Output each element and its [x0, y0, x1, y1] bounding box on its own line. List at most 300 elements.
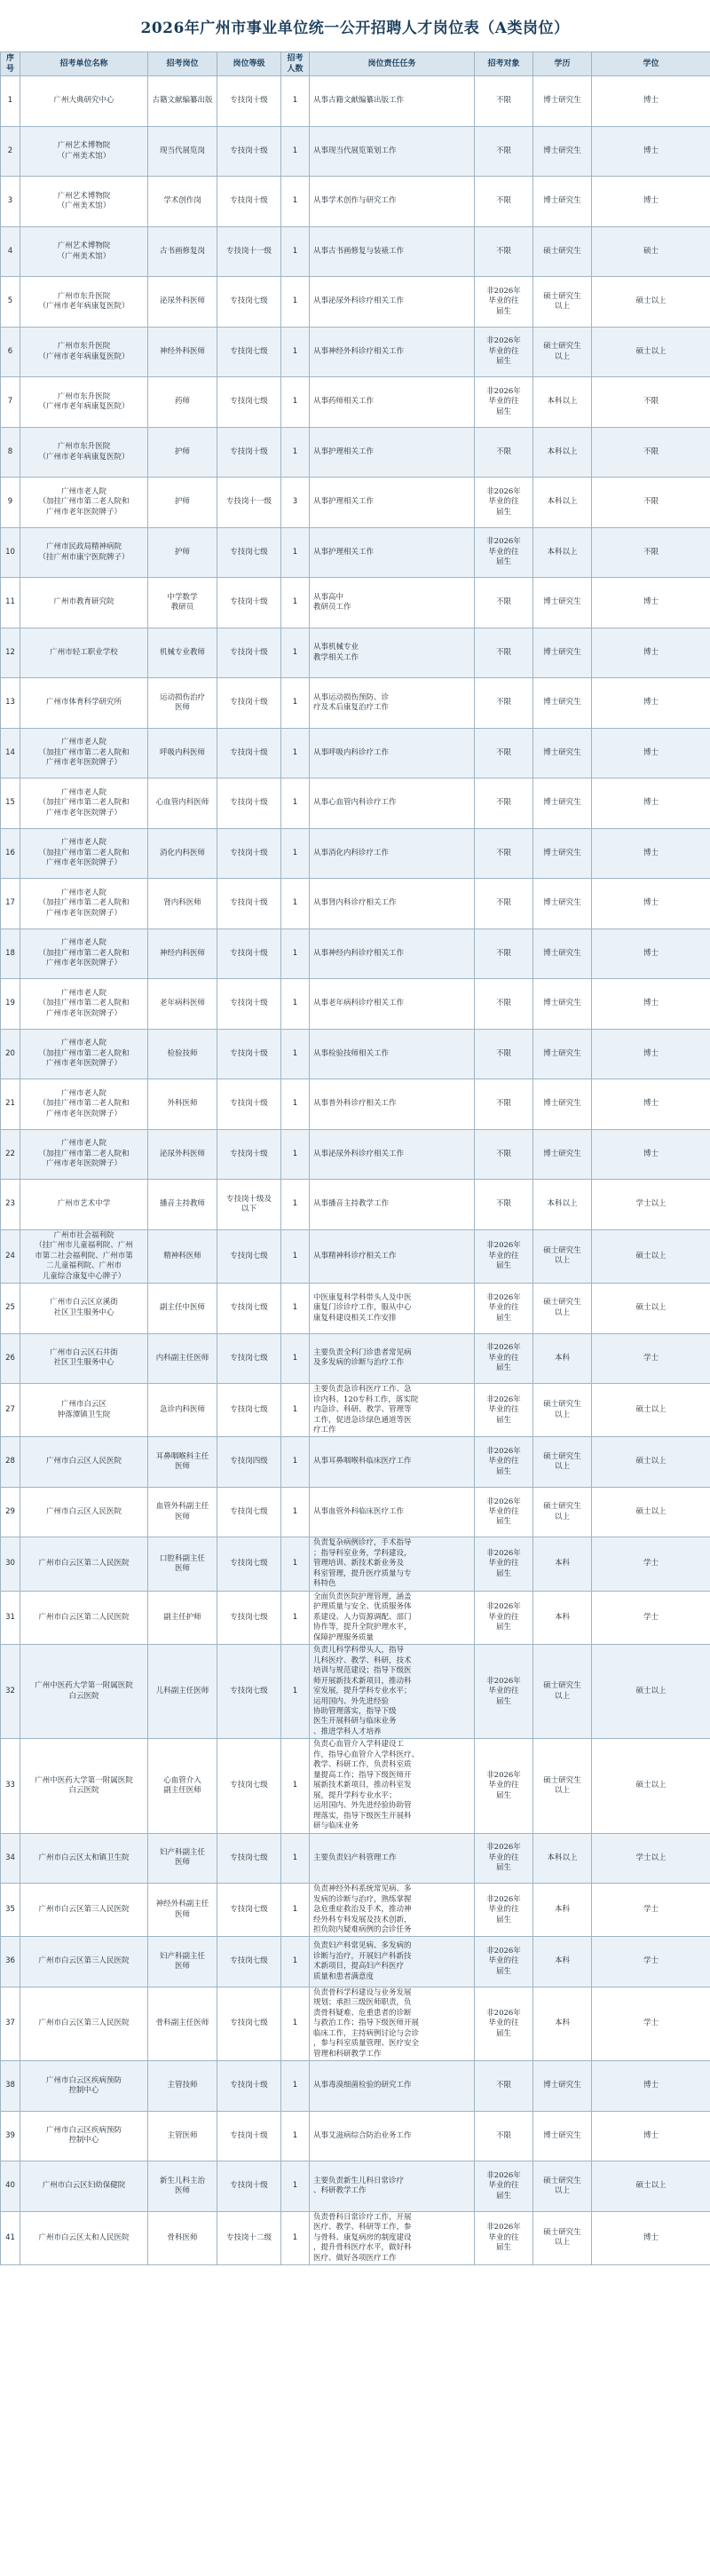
education-req-cell: 硕士研究生 以上 — [533, 1437, 592, 1488]
degree-req-cell: 学士 — [592, 1884, 710, 1937]
degree-req-cell: 学士 — [592, 1937, 710, 1987]
table-row — [1, 478, 710, 528]
applicant-target-cell: 非2026年 毕业的往 届生 — [475, 1739, 533, 1833]
applicant-target-cell: 不限 — [475, 828, 533, 879]
post-level-cell: 专技岗七级 — [217, 1937, 281, 1987]
degree-req-cell: 硕士以上 — [592, 1739, 710, 1833]
row-number-cell: 2 — [1, 126, 20, 177]
degree-req-cell: 博士 — [592, 1079, 710, 1130]
degree-req-cell: 学士 — [592, 1537, 710, 1591]
table-row — [1, 1645, 710, 1739]
post-level-cell: 专技岗七级 — [217, 1739, 281, 1833]
education-req-cell: 本科以上 — [533, 1833, 592, 1884]
hire-count-cell: 1 — [281, 1884, 310, 1937]
applicant-target-cell: 非2026年 毕业的往 届生 — [475, 1437, 533, 1488]
post-name-cell: 耳鼻咽喉科主任 医师 — [148, 1437, 217, 1488]
row-number-cell: 10 — [1, 527, 20, 578]
post-level-cell: 专技岗七级 — [217, 1987, 281, 2060]
row-number-cell: 19 — [1, 979, 20, 1030]
table-row — [1, 979, 710, 1030]
hire-count-cell: 1 — [281, 1739, 310, 1833]
hire-count-cell: 1 — [281, 1437, 310, 1488]
post-name-cell: 心血管内科医师 — [148, 778, 217, 829]
hire-count-cell: 1 — [281, 828, 310, 879]
post-level-cell: 专技岗十级 — [217, 1079, 281, 1130]
post-name-cell: 老年病科医师 — [148, 979, 217, 1030]
education-req-cell: 博士研究生 — [533, 76, 592, 127]
unit-name-cell: 广州市老人院 （加挂广州市第二老人院和 广州市老年医院牌子） — [20, 928, 148, 979]
applicant-target-cell: 非2026年 毕业的往 届生 — [475, 327, 533, 377]
table-row — [1, 1884, 710, 1937]
job-duty-cell: 从事精神科诊疗相关工作 — [310, 1229, 475, 1283]
job-duty-cell: 从事消化内科诊疗工作 — [310, 828, 475, 879]
table-row — [1, 1591, 710, 1644]
applicant-target-cell: 非2026年 毕业的往 届生 — [475, 1591, 533, 1644]
education-req-cell: 本科以上 — [533, 427, 592, 478]
applicant-target-cell: 非2026年 毕业的往 届生 — [475, 527, 533, 578]
degree-req-cell: 学士 — [592, 1987, 710, 2060]
row-number-cell: 5 — [1, 277, 20, 328]
col-header-no: 序号 — [1, 52, 20, 76]
job-duty-cell: 从事检验技师相关工作 — [310, 1029, 475, 1079]
row-number-cell: 36 — [1, 1937, 20, 1987]
education-req-cell: 硕士研究生 以上 — [533, 327, 592, 377]
education-req-cell: 博士研究生 — [533, 678, 592, 729]
education-req-cell: 硕士研究生 以上 — [533, 277, 592, 328]
unit-name-cell: 广州市白云区第二人民医院 — [20, 1591, 148, 1644]
table-row — [1, 578, 710, 628]
degree-req-cell: 不限 — [592, 478, 710, 528]
post-name-cell: 急诊内科医师 — [148, 1384, 217, 1437]
hire-count-cell: 1 — [281, 778, 310, 829]
row-number-cell: 1 — [1, 76, 20, 127]
post-name-cell: 主管技师 — [148, 2061, 217, 2112]
job-duty-cell: 全面负责医院护理管理，涵盖 护理质量与安全、优质服务体 系建设、人力资源调配、部门 协作等，提升全院护理水平， 保障护理服务质量 — [310, 1591, 475, 1644]
post-level-cell: 专技岗十级 — [217, 678, 281, 729]
post-name-cell: 古书画修复岗 — [148, 226, 217, 277]
table-row — [1, 1384, 710, 1437]
job-duty-cell: 从事神经外科诊疗相关工作 — [310, 327, 475, 377]
row-number-cell: 18 — [1, 928, 20, 979]
degree-req-cell: 硕士以上 — [592, 1229, 710, 1283]
degree-req-cell: 学士以上 — [592, 1180, 710, 1230]
job-duty-cell: 从事泌尿外科诊疗相关工作 — [310, 1129, 475, 1180]
row-number-cell: 38 — [1, 2061, 20, 2112]
table-row — [1, 928, 710, 979]
degree-req-cell: 博士 — [592, 2111, 710, 2161]
degree-req-cell: 不限 — [592, 427, 710, 478]
post-name-cell: 主管医师 — [148, 2111, 217, 2161]
table-row — [1, 527, 710, 578]
post-level-cell: 专技岗十级 — [217, 2111, 281, 2161]
applicant-target-cell: 不限 — [475, 1079, 533, 1130]
education-req-cell: 本科 — [533, 1333, 592, 1384]
education-req-cell: 本科 — [533, 1884, 592, 1937]
job-duty-cell: 从事神经内科诊疗相关工作 — [310, 928, 475, 979]
post-name-cell: 神经内科医师 — [148, 928, 217, 979]
table-row — [1, 2061, 710, 2112]
applicant-target-cell: 不限 — [475, 979, 533, 1030]
post-name-cell: 消化内科医师 — [148, 828, 217, 879]
post-name-cell: 口腔科副主任 医师 — [148, 1537, 217, 1591]
post-level-cell: 专技岗十级 — [217, 728, 281, 778]
education-req-cell: 本科以上 — [533, 377, 592, 428]
table-row — [1, 1537, 710, 1591]
post-level-cell: 专技岗十级 — [217, 1129, 281, 1180]
unit-name-cell: 广州市老人院 （加挂广州市第二老人院和 广州市老年医院牌子） — [20, 778, 148, 829]
unit-name-cell: 广州艺术博物院 （广州美术馆） — [20, 226, 148, 277]
post-name-cell: 呼吸内科医师 — [148, 728, 217, 778]
post-level-cell: 专技岗十级 — [217, 427, 281, 478]
unit-name-cell: 广州市民政局精神病院 （挂广州市康宁医院牌子） — [20, 527, 148, 578]
hire-count-cell: 1 — [281, 377, 310, 428]
post-level-cell: 专技岗七级 — [217, 1591, 281, 1644]
job-duty-cell: 负责妇产科常见病、多发病的 诊断与治疗，开展妇产科新技 术新项目，提高妇产科医疗 质量和患者满意度 — [310, 1937, 475, 1987]
row-number-cell: 9 — [1, 478, 20, 528]
applicant-target-cell: 非2026年 毕业的往 届生 — [475, 1229, 533, 1283]
post-name-cell: 护师 — [148, 427, 217, 478]
education-req-cell: 博士研究生 — [533, 2061, 592, 2112]
post-level-cell: 专技岗七级 — [217, 1487, 281, 1537]
page-title: 2026年广州市事业单位统一公开招聘人才岗位表（A类岗位） — [140, 19, 570, 37]
post-level-cell: 专技岗十级 — [217, 928, 281, 979]
education-req-cell: 博士研究生 — [533, 879, 592, 929]
table-row — [1, 1937, 710, 1987]
unit-name-cell: 广州市东升医院 （广州市老年病康复医院） — [20, 377, 148, 428]
applicant-target-cell: 非2026年 毕业的往 届生 — [475, 1384, 533, 1437]
table-row — [1, 377, 710, 428]
post-level-cell: 专技岗七级 — [217, 1884, 281, 1937]
degree-req-cell: 博士 — [592, 728, 710, 778]
post-level-cell: 专技岗十级 — [217, 979, 281, 1030]
hire-count-cell: 1 — [281, 76, 310, 127]
education-req-cell: 博士研究生 — [533, 1029, 592, 1079]
unit-name-cell: 广州市老人院 （加挂广州市第二老人院和 广州市老年医院牌子） — [20, 478, 148, 528]
unit-name-cell: 广州市白云区第三人民医院 — [20, 1987, 148, 2060]
job-duty-cell: 从事耳鼻咽喉科临床医疗工作 — [310, 1437, 475, 1488]
education-req-cell: 博士研究生 — [533, 1079, 592, 1130]
table-row — [1, 126, 710, 177]
degree-req-cell: 博士 — [592, 126, 710, 177]
unit-name-cell: 广州市白云区疾病预防 控制中心 — [20, 2111, 148, 2161]
degree-req-cell: 博士 — [592, 578, 710, 628]
table-row — [1, 678, 710, 729]
post-level-cell: 专技岗十级 — [217, 2061, 281, 2112]
job-duty-cell: 从事泌尿外科诊疗相关工作 — [310, 277, 475, 328]
post-name-cell: 学术创作岗 — [148, 177, 217, 227]
job-duty-cell: 从事普外科诊疗相关工作 — [310, 1079, 475, 1130]
job-duty-cell: 负责儿科学科带头人，指导 儿科医疗、教学、科研，技术 培训与规范建设；指导下级医 师开展新技术新项目，推动科 室发展，提升学科专业水平； 运用国内、外先进经验 协助管理落实，指导下级 医生开展科研与临床业务 、推进学科人才培养 — [310, 1645, 475, 1739]
applicant-target-cell: 不限 — [475, 728, 533, 778]
hire-count-cell: 1 — [281, 1537, 310, 1591]
degree-req-cell: 博士 — [592, 928, 710, 979]
unit-name-cell: 广州市轻工职业学校 — [20, 628, 148, 678]
row-number-cell: 26 — [1, 1333, 20, 1384]
job-duty-cell: 负责心血管介入学科建设工 作，指导心血管介入学科医疗、 教学、科研工作，负责科室质 量提高工作；指导下级医师开 展新技术新项目，推动科室发 展，提升学科专业水平； 运用国内、外先进经验协助管 理落实，指导下级医生开展科 研与临床业务 — [310, 1739, 475, 1833]
post-level-cell: 专技岗四级 — [217, 1437, 281, 1488]
education-req-cell: 本科以上 — [533, 478, 592, 528]
row-number-cell: 31 — [1, 1591, 20, 1644]
positions-table — [0, 51, 710, 2265]
applicant-target-cell: 非2026年 毕业的往 届生 — [475, 277, 533, 328]
table-row — [1, 1079, 710, 1130]
unit-name-cell: 广州中医药大学第一附属医院 白云医院 — [20, 1645, 148, 1739]
hire-count-cell: 1 — [281, 226, 310, 277]
hire-count-cell: 3 — [281, 478, 310, 528]
table-row — [1, 427, 710, 478]
degree-req-cell: 博士 — [592, 979, 710, 1030]
degree-req-cell: 硕士 — [592, 226, 710, 277]
post-level-cell: 专技岗十级及 以下 — [217, 1180, 281, 1230]
col-header-unit: 招考单位名称 — [20, 52, 148, 76]
post-name-cell: 外科医师 — [148, 1079, 217, 1130]
post-level-cell: 专技岗七级 — [217, 1229, 281, 1283]
hire-count-cell: 1 — [281, 1079, 310, 1130]
post-name-cell: 神经外科医师 — [148, 327, 217, 377]
degree-req-cell: 博士 — [592, 828, 710, 879]
post-name-cell: 播音主持教师 — [148, 1180, 217, 1230]
job-duty-cell: 负责复杂病例诊疗，手术指导 ；指导科室业务，学科建设， 管理培训、新技术新业务及 科室管理，提升医疗质量与专 科特色 — [310, 1537, 475, 1591]
table-row — [1, 1437, 710, 1488]
job-duty-cell: 从事护理相关工作 — [310, 527, 475, 578]
post-name-cell: 神经外科副主任 医师 — [148, 1884, 217, 1937]
post-name-cell: 新生儿科主治 医师 — [148, 2161, 217, 2212]
row-number-cell: 24 — [1, 1229, 20, 1283]
degree-req-cell: 博士 — [592, 1029, 710, 1079]
job-duty-cell: 中医康复科学科带头人及中医 康复门诊诊疗工作，服从中心 康复科建设相关工作安排 — [310, 1284, 475, 1334]
applicant-target-cell: 不限 — [475, 678, 533, 729]
post-name-cell: 泌尿外科医师 — [148, 1129, 217, 1180]
unit-name-cell: 广州市老人院 （加挂广州市第二老人院和 广州市老年医院牌子） — [20, 979, 148, 1030]
row-number-cell: 28 — [1, 1437, 20, 1488]
unit-name-cell: 广州市教育研究院 — [20, 578, 148, 628]
applicant-target-cell: 非2026年 毕业的往 届生 — [475, 1333, 533, 1384]
row-number-cell: 8 — [1, 427, 20, 478]
hire-count-cell: 1 — [281, 2211, 310, 2264]
row-number-cell: 35 — [1, 1884, 20, 1937]
row-number-cell: 11 — [1, 578, 20, 628]
education-req-cell: 本科 — [533, 1537, 592, 1591]
post-level-cell: 专技岗十二级 — [217, 2211, 281, 2264]
education-req-cell: 博士研究生 — [533, 928, 592, 979]
row-number-cell: 41 — [1, 2211, 20, 2264]
post-level-cell: 专技岗七级 — [217, 1333, 281, 1384]
hire-count-cell: 1 — [281, 578, 310, 628]
unit-name-cell: 广州市老人院 （加挂广州市第二老人院和 广州市老年医院牌子） — [20, 728, 148, 778]
post-level-cell: 专技岗七级 — [217, 377, 281, 428]
applicant-target-cell: 不限 — [475, 226, 533, 277]
degree-req-cell: 博士 — [592, 628, 710, 678]
job-duty-cell: 主要负责全科门诊患者常见病 及多发病的诊断与治疗工作 — [310, 1333, 475, 1384]
post-name-cell: 内科副主任医师 — [148, 1333, 217, 1384]
post-name-cell: 肾内科医师 — [148, 879, 217, 929]
post-name-cell: 血管外科副主任 医师 — [148, 1487, 217, 1537]
table-row — [1, 1987, 710, 2060]
table-row — [1, 1180, 710, 1230]
post-name-cell: 运动损伤治疗 医师 — [148, 678, 217, 729]
job-duty-cell: 从事艾滋病综合防治业务工作 — [310, 2111, 475, 2161]
table-row — [1, 1029, 710, 1079]
row-number-cell: 6 — [1, 327, 20, 377]
table-row — [1, 2161, 710, 2212]
unit-name-cell: 广州市白云区太和人民医院 — [20, 2211, 148, 2264]
post-level-cell: 专技岗七级 — [217, 1284, 281, 1334]
applicant-target-cell: 不限 — [475, 928, 533, 979]
degree-req-cell: 硕士以上 — [592, 1284, 710, 1334]
unit-name-cell: 广州市东升医院 （广州市老年病康复医院） — [20, 277, 148, 328]
unit-name-cell: 广州大典研究中心 — [20, 76, 148, 127]
applicant-target-cell: 不限 — [475, 1129, 533, 1180]
education-req-cell: 博士研究生 — [533, 828, 592, 879]
post-level-cell: 专技岗十级 — [217, 76, 281, 127]
job-duty-cell: 从事机械专业 教学相关工作 — [310, 628, 475, 678]
applicant-target-cell: 非2026年 毕业的往 届生 — [475, 377, 533, 428]
hire-count-cell: 1 — [281, 1029, 310, 1079]
education-req-cell: 博士研究生 — [533, 126, 592, 177]
education-req-cell: 博士研究生 — [533, 2111, 592, 2161]
table-row — [1, 1229, 710, 1283]
education-req-cell: 硕士研究生 以上 — [533, 1384, 592, 1437]
unit-name-cell: 广州市老人院 （加挂广州市第二老人院和 广州市老年医院牌子） — [20, 1079, 148, 1130]
col-header-post: 招考岗位 — [148, 52, 217, 76]
row-number-cell: 7 — [1, 377, 20, 428]
hire-count-cell: 1 — [281, 678, 310, 729]
applicant-target-cell: 不限 — [475, 628, 533, 678]
unit-name-cell: 广州市白云区 钟落潭镇卫生院 — [20, 1384, 148, 1437]
job-duty-cell: 从事学术创作与研究工作 — [310, 177, 475, 227]
post-name-cell: 机械专业教师 — [148, 628, 217, 678]
unit-name-cell: 广州市白云区第二人民医院 — [20, 1537, 148, 1591]
job-duty-cell: 从事护理相关工作 — [310, 478, 475, 528]
hire-count-cell: 1 — [281, 1384, 310, 1437]
row-number-cell: 25 — [1, 1284, 20, 1334]
hire-count-cell: 1 — [281, 1180, 310, 1230]
education-req-cell: 硕士研究生 以上 — [533, 1284, 592, 1334]
applicant-target-cell: 非2026年 毕业的往 届生 — [475, 1487, 533, 1537]
row-number-cell: 39 — [1, 2111, 20, 2161]
col-header-count: 招考 人数 — [281, 52, 310, 76]
applicant-target-cell: 不限 — [475, 879, 533, 929]
row-number-cell: 30 — [1, 1537, 20, 1591]
hire-count-cell: 1 — [281, 1987, 310, 2060]
education-req-cell: 硕士研究生 以上 — [533, 1739, 592, 1833]
post-level-cell: 专技岗十一级 — [217, 478, 281, 528]
unit-name-cell: 广州市老人院 （加挂广州市第二老人院和 广州市老年医院牌子） — [20, 879, 148, 929]
hire-count-cell: 1 — [281, 277, 310, 328]
table-row — [1, 277, 710, 328]
col-header-target: 招考对象 — [475, 52, 533, 76]
hire-count-cell: 1 — [281, 126, 310, 177]
job-duty-cell: 从事心血管内科诊疗工作 — [310, 778, 475, 829]
degree-req-cell: 硕士以上 — [592, 1645, 710, 1739]
education-req-cell: 博士研究生 — [533, 628, 592, 678]
education-req-cell: 博士研究生 — [533, 728, 592, 778]
hire-count-cell: 1 — [281, 979, 310, 1030]
hire-count-cell: 1 — [281, 177, 310, 227]
row-number-cell: 22 — [1, 1129, 20, 1180]
unit-name-cell: 广州市体育科学研究所 — [20, 678, 148, 729]
row-number-cell: 20 — [1, 1029, 20, 1079]
degree-req-cell: 不限 — [592, 377, 710, 428]
post-level-cell: 专技岗七级 — [217, 1833, 281, 1884]
hire-count-cell: 1 — [281, 1937, 310, 1987]
row-number-cell: 23 — [1, 1180, 20, 1230]
post-name-cell: 现当代展览岗 — [148, 126, 217, 177]
education-req-cell: 本科以上 — [533, 1180, 592, 1230]
col-header-degree: 学位 — [592, 52, 710, 76]
degree-req-cell: 硕士以上 — [592, 327, 710, 377]
unit-name-cell: 广州市艺术中学 — [20, 1180, 148, 1230]
job-duty-cell: 从事高中 教研员工作 — [310, 578, 475, 628]
job-duty-cell: 负责神经外科系统常见病、多 发病的诊断与治疗，熟练掌握 急危重症救治及手术，推动神 经外科专科发展及技术创新， 担负院内疑难病例的会诊任务 — [310, 1884, 475, 1937]
unit-name-cell: 广州市白云区石井街 社区卫生服务中心 — [20, 1333, 148, 1384]
post-level-cell: 专技岗七级 — [217, 1645, 281, 1739]
applicant-target-cell: 不限 — [475, 2111, 533, 2161]
job-duty-cell: 负责骨科日常诊疗工作，开展 医疗、教学、科研等工作，参 与骨科、康复病房的制度建设 ，提升骨科医疗水平，做好科 医疗、做好各项医疗工作 — [310, 2211, 475, 2264]
applicant-target-cell: 非2026年 毕业的往 届生 — [475, 1884, 533, 1937]
applicant-target-cell: 非2026年 毕业的往 届生 — [475, 2211, 533, 2264]
job-duty-cell: 主要负责急诊科医疗工作、急 诊内科、120专科工作，落实院 内急诊、科研、教学、管理等 工作，促进急诊绿色通道等医 疗工作 — [310, 1384, 475, 1437]
post-name-cell: 儿科副主任医师 — [148, 1645, 217, 1739]
applicant-target-cell: 非2026年 毕业的往 届生 — [475, 2161, 533, 2212]
table-row — [1, 226, 710, 277]
row-number-cell: 15 — [1, 778, 20, 829]
post-level-cell: 专技岗十级 — [217, 177, 281, 227]
unit-name-cell: 广州市东升医院 （广州市老年病康复医院） — [20, 327, 148, 377]
degree-req-cell: 博士 — [592, 2211, 710, 2264]
unit-name-cell: 广州市老人院 （加挂广州市第二老人院和 广州市老年医院牌子） — [20, 828, 148, 879]
post-name-cell: 检验技师 — [148, 1029, 217, 1079]
hire-count-cell: 1 — [281, 1284, 310, 1334]
degree-req-cell: 博士 — [592, 1129, 710, 1180]
post-name-cell: 护师 — [148, 527, 217, 578]
hire-count-cell: 1 — [281, 2161, 310, 2212]
row-number-cell: 40 — [1, 2161, 20, 2212]
job-duty-cell: 从事老年病科诊疗相关工作 — [310, 979, 475, 1030]
table-row — [1, 1487, 710, 1537]
applicant-target-cell: 不限 — [475, 1180, 533, 1230]
unit-name-cell: 广州艺术博物院 （广州美术馆） — [20, 177, 148, 227]
job-duty-cell: 从事古书画修复与装裱工作 — [310, 226, 475, 277]
hire-count-cell: 1 — [281, 928, 310, 979]
job-duty-cell: 从事播音主持教学工作 — [310, 1180, 475, 1230]
row-number-cell: 37 — [1, 1987, 20, 2060]
job-duty-cell: 从事现当代展览策划工作 — [310, 126, 475, 177]
row-number-cell: 3 — [1, 177, 20, 227]
row-number-cell: 14 — [1, 728, 20, 778]
degree-req-cell: 博士 — [592, 678, 710, 729]
education-req-cell: 硕士研究生 以上 — [533, 1645, 592, 1739]
degree-req-cell: 博士 — [592, 2061, 710, 2112]
hire-count-cell: 1 — [281, 327, 310, 377]
job-duty-cell: 从事护理相关工作 — [310, 427, 475, 478]
table-row — [1, 728, 710, 778]
applicant-target-cell: 不限 — [475, 2061, 533, 2112]
col-header-level: 岗位等级 — [217, 52, 281, 76]
education-req-cell: 硕士研究生 以上 — [533, 2161, 592, 2212]
education-req-cell: 硕士研究生 — [533, 226, 592, 277]
degree-req-cell: 博士 — [592, 177, 710, 227]
unit-name-cell: 广州市老人院 （加挂广州市第二老人院和 广州市老年医院牌子） — [20, 1029, 148, 1079]
row-number-cell: 12 — [1, 628, 20, 678]
table-row — [1, 828, 710, 879]
unit-name-cell: 广州市老人院 （加挂广州市第二老人院和 广州市老年医院牌子） — [20, 1129, 148, 1180]
hire-count-cell: 1 — [281, 1333, 310, 1384]
applicant-target-cell: 不限 — [475, 177, 533, 227]
unit-name-cell: 广州中医药大学第一附属医院 白云医院 — [20, 1739, 148, 1833]
hire-count-cell: 1 — [281, 1645, 310, 1739]
row-number-cell: 29 — [1, 1487, 20, 1537]
